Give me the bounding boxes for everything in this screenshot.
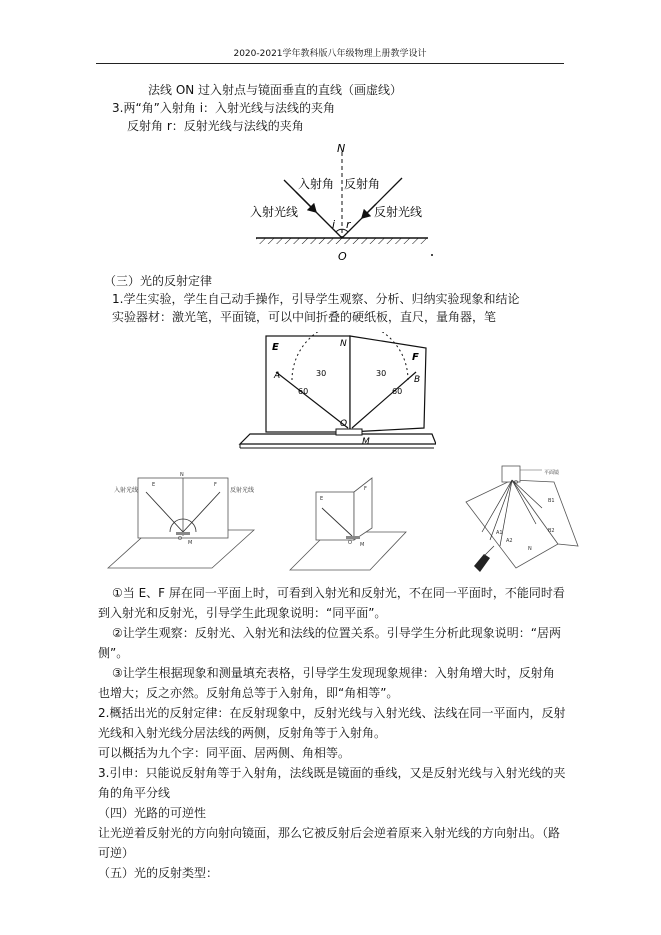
two-angles-title: 3.两“角”入射角 i：入射光线与法线的夹角 <box>112 101 336 115</box>
svg-text:B1: B1 <box>548 498 555 504</box>
svg-text:O: O <box>178 536 182 542</box>
svg-text:M: M <box>360 542 365 548</box>
nine-characters: 可以概括为九个字：同平面、居两侧、角相等。 <box>98 746 351 760</box>
experiment-step-1: 1.学生实验，学生自己动手操作，引导学生观察、分析、归纳实验现象和结论 <box>112 292 520 306</box>
label-reflected-ray: 反射光线 <box>374 205 423 219</box>
section-4-title: （四）光路的可逆性 <box>98 806 207 820</box>
folded-board-diagram <box>288 470 408 580</box>
label-o: O <box>340 419 348 429</box>
reflection-angle-diagram <box>236 140 456 270</box>
observation-3: ③让学生根据现象和测量填充表格，引导学生发现现象规律：入射角增大时，反射角也增大；反之亦然。反射角总等于入射角，即“角相等”。 <box>98 666 555 700</box>
label-a: A <box>274 371 281 381</box>
tick-30-right: 30 <box>376 369 387 378</box>
label-f: F <box>412 352 419 363</box>
flat-board-diagram <box>106 470 256 580</box>
svg-text:N: N <box>528 546 532 552</box>
svg-text:E: E <box>320 496 324 502</box>
label-incident-ray: 入射光线 <box>250 205 299 219</box>
label-r: r <box>346 218 351 231</box>
folding-board-diagram <box>236 332 436 452</box>
svg-text:E: E <box>152 482 156 488</box>
tick-60-right: 60 <box>392 387 403 396</box>
svg-text:M: M <box>188 540 193 546</box>
label-o: O <box>338 250 347 263</box>
label-m: M <box>362 437 370 447</box>
multi-angle-diagram <box>462 462 592 580</box>
label-b: B <box>414 375 421 385</box>
svg-text:N: N <box>180 472 184 478</box>
experiment-materials: 实验器材：激光笔，平面镜，可以中间折叠的硬纸板，直尺，量角器，笔 <box>112 310 497 324</box>
section-5-title: （五）光的反射类型： <box>98 866 219 880</box>
svg-text:O: O <box>514 480 518 486</box>
observation-1: ①当 E、F 屏在同一平面上时，可看到入射光和反射光，不在同一平面时，不能同时看到入射光和反射光，引导学生此现象说明：“同平面”。 <box>98 586 565 620</box>
incident-arrow <box>296 192 316 212</box>
extension-note: 3.引申：只能说反射角等于入射角，法线既是镜面的垂线，又是反射光线与入射光线的夹角的角平分线 <box>98 766 566 800</box>
svg-text:B2: B2 <box>548 528 555 534</box>
label-n: N <box>337 142 346 155</box>
svg-text:A2: A2 <box>506 538 513 544</box>
label-e: E <box>272 342 279 353</box>
label-reflection-angle: 反射角 <box>344 177 381 191</box>
tick-30-left: 30 <box>316 369 327 378</box>
svg-text:O: O <box>348 540 352 546</box>
tick-60-left: 60 <box>298 387 309 396</box>
svg-text:F: F <box>364 486 367 492</box>
page-header: 2020-2021学年教科版八年级物理上册教学设计 <box>96 46 564 64</box>
section-3-title: （三）光的反射定律 <box>104 274 213 288</box>
label-mirror: 平面镜 <box>544 470 560 476</box>
label-reflect: 反射光线 <box>230 487 255 494</box>
svg-text:F: F <box>214 482 217 488</box>
svg-text:A1: A1 <box>496 530 503 536</box>
law-summary: 2.概括出光的反射定律：在反射现象中，反射光线与入射光线、法线在同一平面内，反射光线和入射光线分居法线的两侧，反射角等于入射角。 <box>98 706 566 740</box>
reflection-angle-definition: 反射角 r：反射光线与法线的夹角 <box>127 119 304 133</box>
normal-definition: 法线 ON 过入射点与镜面垂直的直线（画虚线） <box>148 83 403 97</box>
label-incident: 入射光线 <box>114 487 139 494</box>
reversibility-text: 让光逆着反射光的方向射向镜面，那么它被反射后会逆着原来入射光线的方向射出。（路可逆） <box>98 826 561 860</box>
label-n: N <box>340 339 347 349</box>
mirror-hatch <box>256 238 428 244</box>
label-incident-angle: 入射角 <box>298 177 335 191</box>
observation-2: ②让学生观察：反射光、入射光和法线的位置关系。引导学生分析此现象说明：“居两侧”。 <box>98 626 561 660</box>
label-i: i <box>332 218 336 231</box>
